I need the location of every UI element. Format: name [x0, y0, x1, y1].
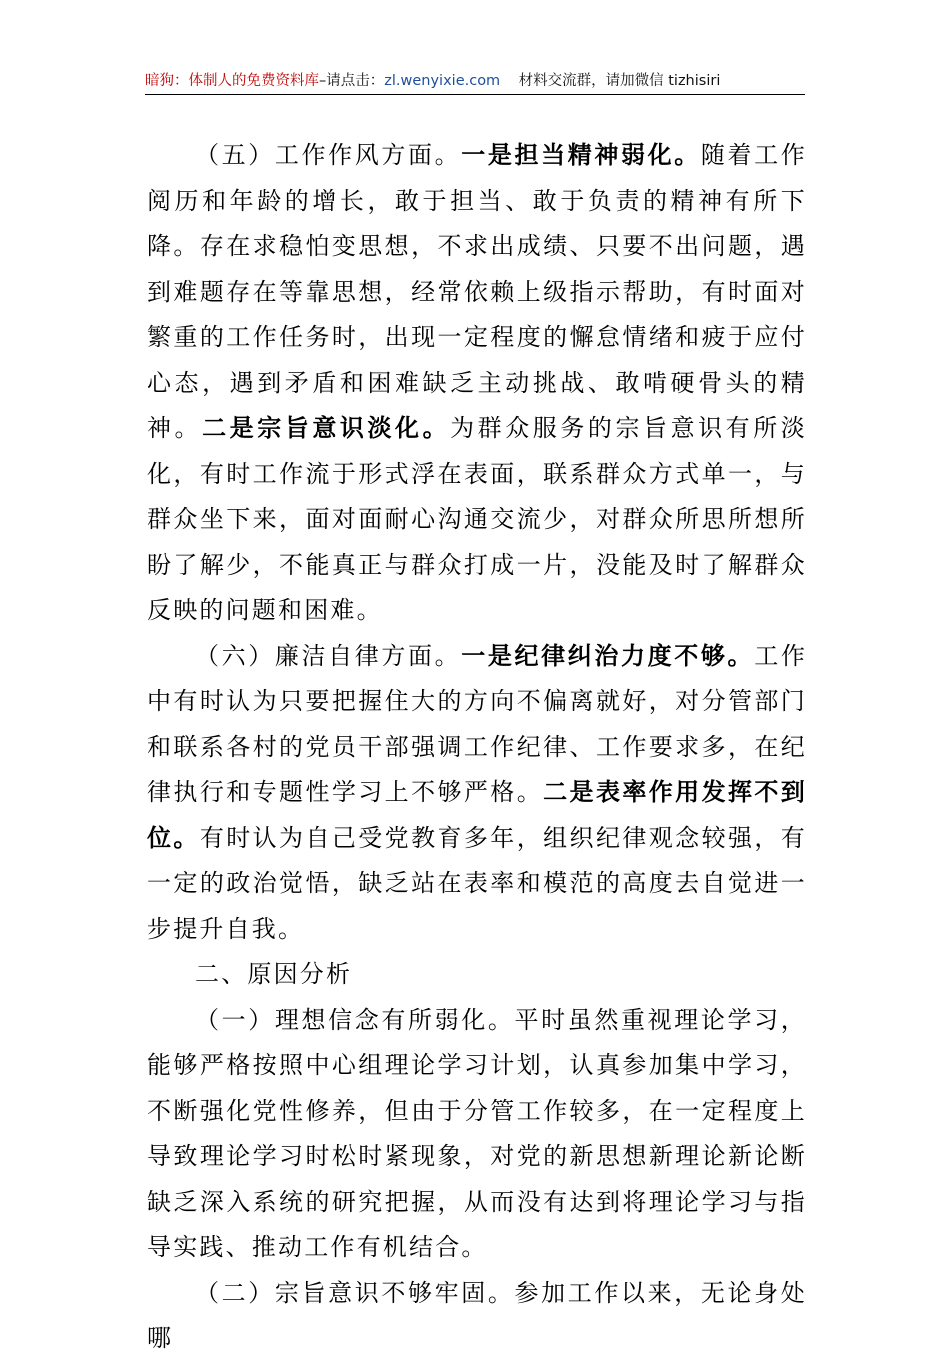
- page-header: [145, 70, 805, 96]
- paragraph-ideals: [147, 998, 807, 1271]
- paragraph-purpose: [147, 1271, 807, 1362]
- paragraph-text: 随着工作阅历和年龄的增长，敢于担当、敢于负责的精神有所下降。存在求稳怕变思想，不求出成绩、只要不出问题，遇到难题存在等靠思想，经常依赖上级指示帮助，有时面对繁重的工作任务时，出现一定程度的懈怠情绪和疲于应付心态，遇到矛盾和困难缺乏主动挑战、敢啃硬骨头的精神。: [147, 141, 807, 442]
- paragraph-lead: （六）廉洁自律方面。: [195, 641, 462, 670]
- paragraph-lead: （一）理想信念有所弱化。: [195, 1005, 515, 1034]
- paragraph-lead: （五）工作作风方面。: [195, 141, 462, 169]
- paragraph-text: 参加工作以来，无论身处哪: [147, 1278, 807, 1352]
- bold-point-2: 二是宗旨意识淡化。: [202, 414, 451, 442]
- header-site-name: 暗狗：体制人的免费资料库: [145, 73, 319, 89]
- paragraph-lead: （二）宗旨意识不够牢固。: [195, 1278, 515, 1307]
- header-link[interactable]: zl.wenyixie.com: [384, 73, 501, 89]
- header-divider: [145, 94, 805, 95]
- bold-point-1: 一是担当精神弱化。: [461, 141, 701, 169]
- paragraph-text: 平时虽然重视理论学习，能够严格按照中心组理论学习计划，认真参加集中学习，不断强化党性修养，但由于分管工作较多，在一定程度上导致理论学习时松时紧现象，对党的新思想新理论新论断缺乏深入系统的研究把握，从而没有达到将理论学习与指导实践、推动工作有机结合。: [147, 1005, 807, 1261]
- header-click-prompt: –请点击：: [319, 73, 385, 89]
- bold-point-1: 一是纪律纠治力度不够。: [461, 641, 755, 670]
- header-wechat-note: 材料交流群，请加微信 tizhisiri: [500, 73, 721, 89]
- paragraph-text: 有时认为自己受党教育多年，组织纪律观念较强，有一定的政治觉悟，缺乏站在表率和模范的高度去自觉进一步提升自我。: [147, 823, 807, 943]
- paragraph-integrity: [147, 634, 807, 953]
- document-body: [147, 133, 807, 1362]
- bold-point-2: 二是表率作用发挥不到位。: [147, 778, 807, 852]
- paragraph-work-style: [147, 133, 807, 634]
- section-heading-cause-analysis: 二、原因分析: [195, 960, 353, 988]
- paragraph-text: 工作中有时认为只要把握住大的方向不偏离就好，对分管部门和联系各村的党员干部强调工作纪律、工作要求多，在纪律执行和专题性学习上不够严格。: [147, 641, 808, 806]
- paragraph-text: 为群众服务的宗旨意识有所淡化，有时工作流于形式浮在表面，联系群众方式单一，与群众坐下来，面对面耐心沟通交流少，对群众所思所想所盼了解少，不能真正与群众打成一片，没能及时了解群众反映的问题和困难。: [147, 414, 807, 624]
